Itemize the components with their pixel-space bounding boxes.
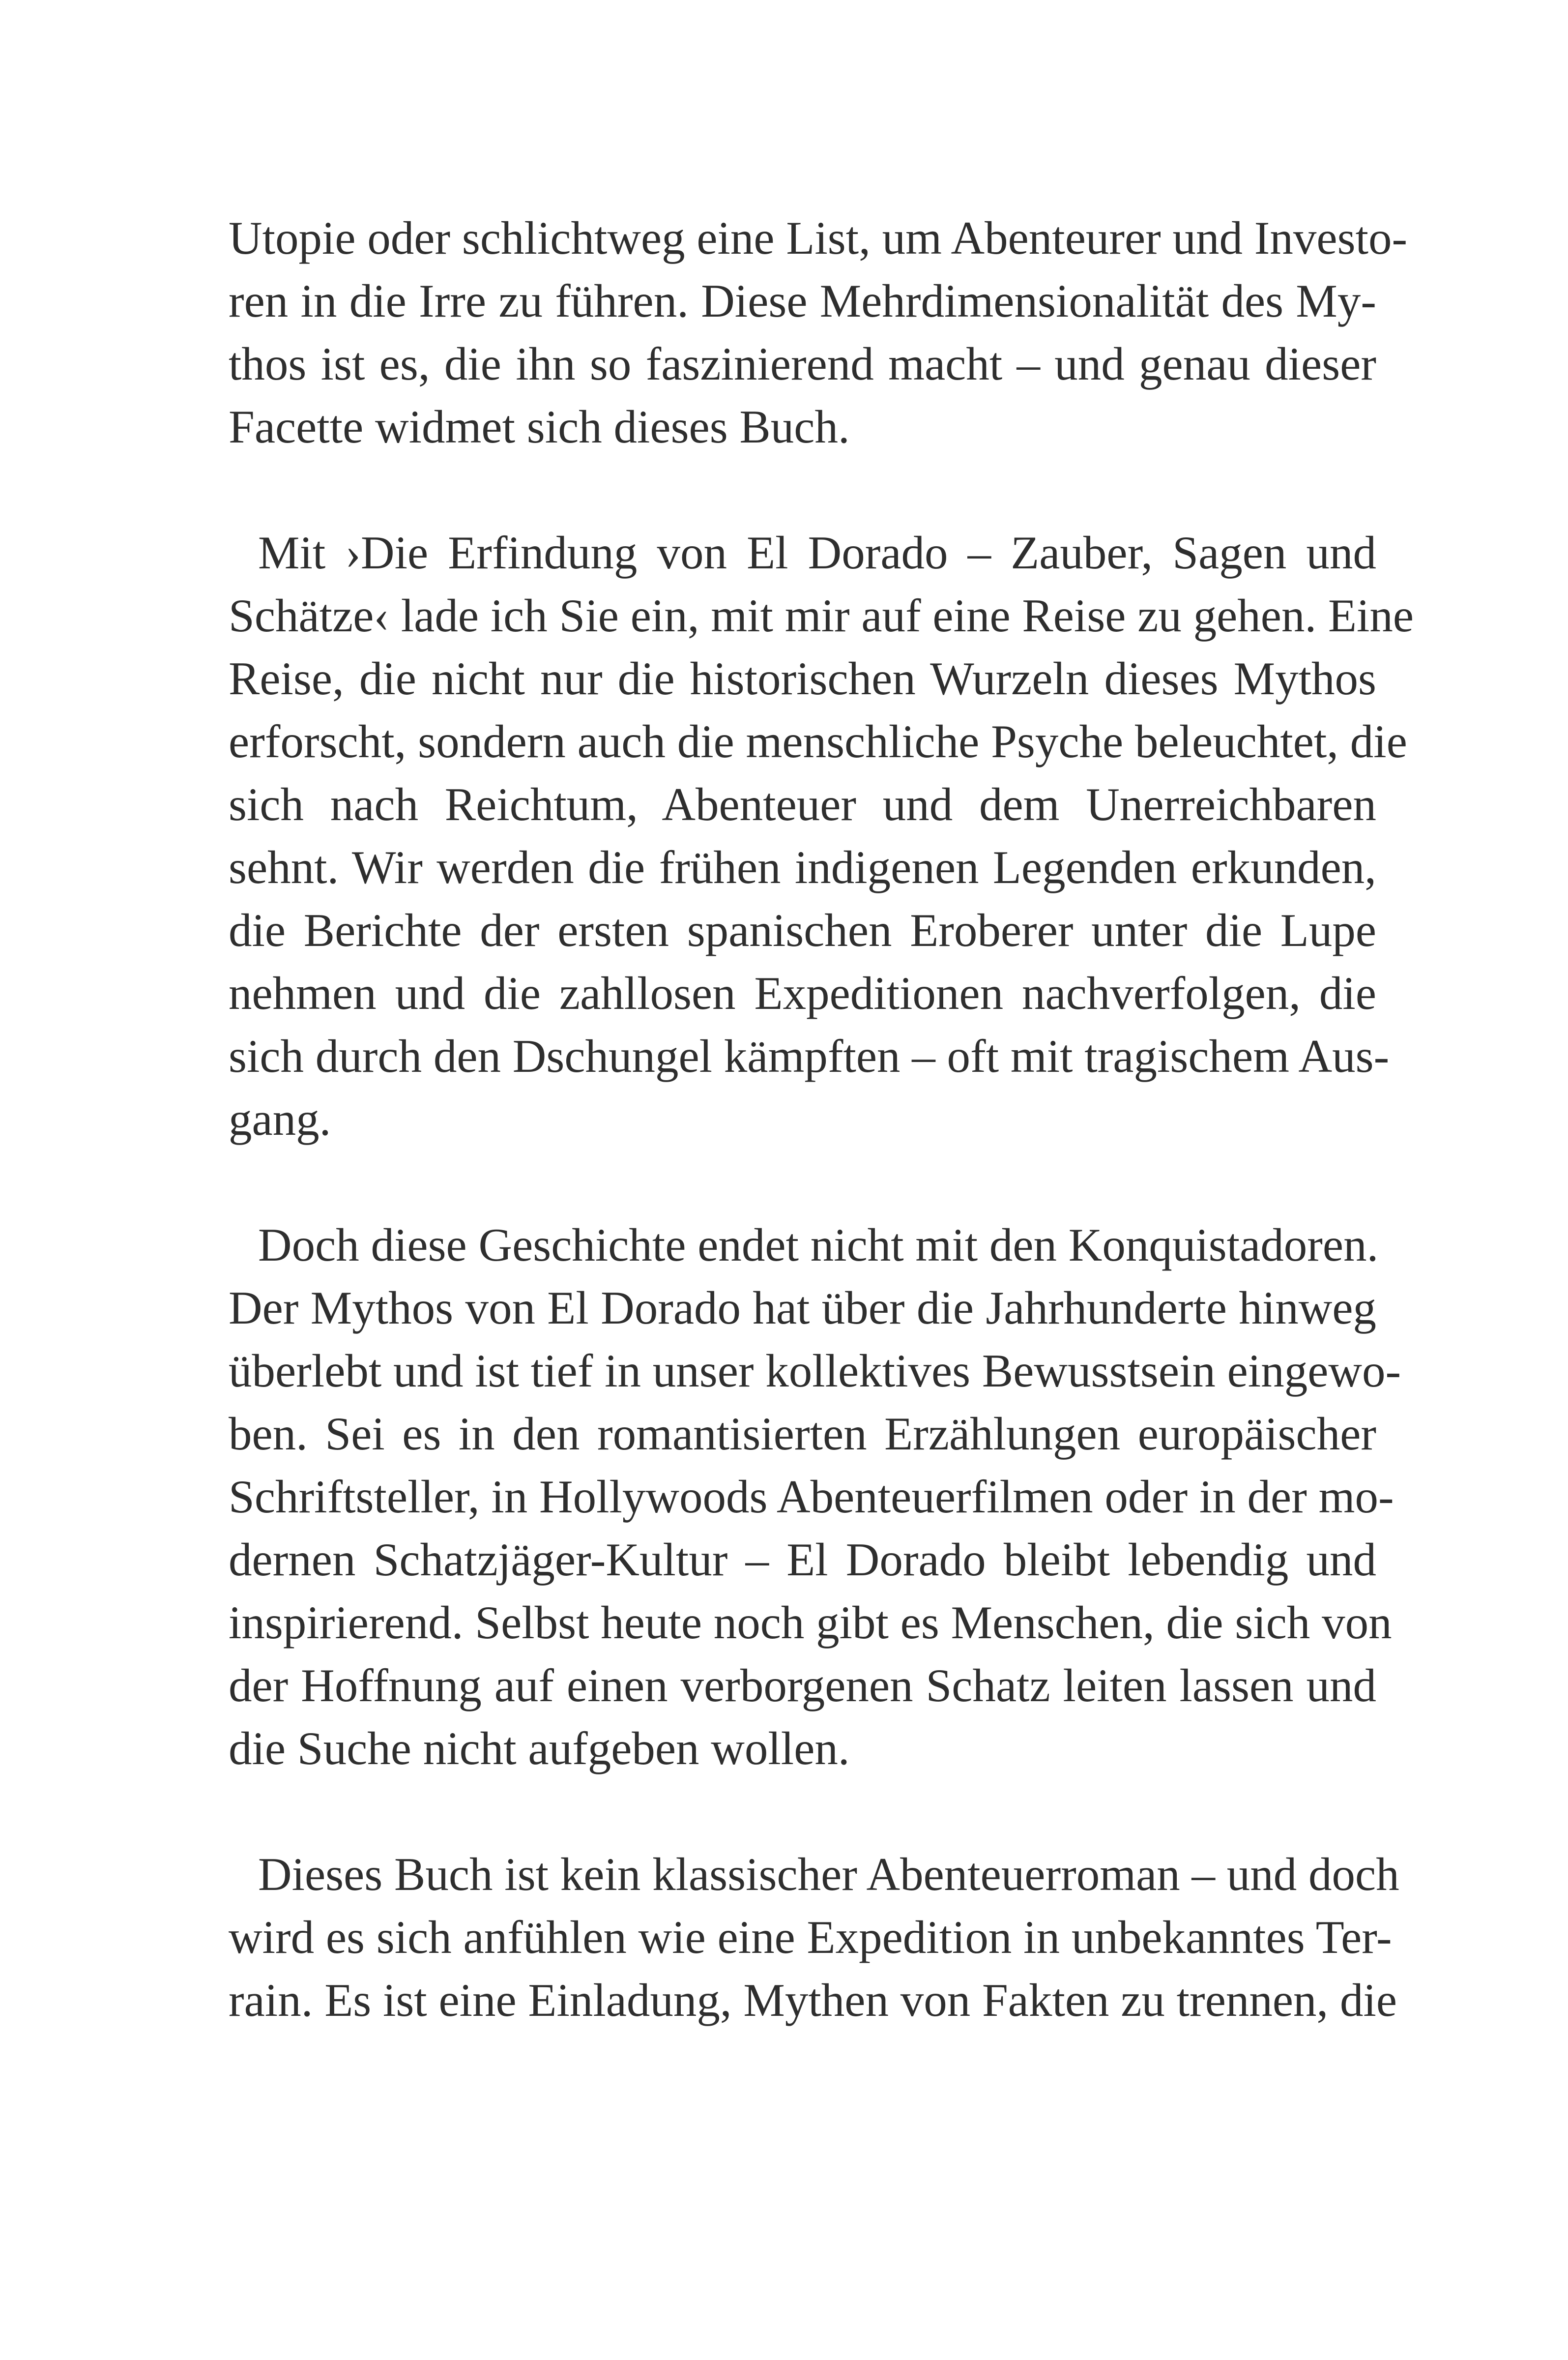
text-line: Utopie oder schlichtweg eine List, um Abenteurer und Investo- [229, 212, 1408, 264]
body-text [229, 206, 1414, 2032]
text-line: sich nach Reichtum, Abenteuer und dem Unerreichbaren [229, 778, 1376, 830]
paragraph-spacer [229, 1780, 1376, 1843]
text-line: der Hoffnung auf einen verborgenen Schatz leiten lassen und [229, 1659, 1376, 1711]
text-line: überlebt und ist tief in unser kollektives Bewusstsein eingewo- [229, 1345, 1401, 1397]
paragraph-spacer [229, 1150, 1376, 1213]
paragraph-1 [229, 206, 1408, 458]
text-line: thos ist es, die ihn so faszinierend macht – und genau dieser [229, 338, 1376, 390]
text-line: die Suche nicht aufgeben wollen. [229, 1722, 850, 1774]
text-line: sich durch den Dschungel kämpften – oft mit tragischem Aus- [229, 1030, 1390, 1082]
text-line: sehnt. Wir werden die frühen indigenen Legenden erkunden, [229, 841, 1376, 893]
text-line: Mit ›Die Erfindung von El Dorado – Zauber, Sagen und [258, 527, 1376, 579]
paragraph-4 [229, 1843, 1399, 2032]
text-line: ben. Sei es in den romantisierten Erzählungen europäischer [229, 1408, 1376, 1460]
text-line: ren in die Irre zu führen. Diese Mehrdimensionalität des My- [229, 275, 1376, 327]
text-line: wird es sich anfühlen wie eine Expedition in unbekanntes Ter- [229, 1911, 1392, 1963]
text-line: gang. [229, 1093, 331, 1145]
text-line: Dieses Buch ist kein klassischer Abenteuerroman – und doch [258, 1848, 1399, 1900]
text-line: erforscht, sondern auch die menschliche Psyche beleuchtet, die [229, 715, 1407, 767]
paragraph-spacer [229, 458, 1376, 521]
text-line: Der Mythos von El Dorado hat über die Jahrhunderte hinweg [229, 1282, 1376, 1334]
text-line: die Berichte der ersten spanischen Eroberer unter die Lupe [229, 904, 1376, 956]
text-line: Facette widmet sich dieses Buch. [229, 401, 850, 453]
text-line: Schriftsteller, in Hollywoods Abenteuerfilmen oder in der mo- [229, 1471, 1394, 1523]
text-line: rain. Es ist eine Einladung, Mythen von Fakten zu trennen, die [229, 1974, 1397, 2026]
text-line: Schätze‹ lade ich Sie ein, mit mir auf eine Reise zu gehen. Eine [229, 590, 1414, 642]
text-line: inspirierend. Selbst heute noch gibt es Menschen, die sich von [229, 1596, 1392, 1649]
text-line: nehmen und die zahllosen Expeditionen nachverfolgen, die [229, 967, 1376, 1019]
text-line: Doch diese Geschichte endet nicht mit den Konquistadoren. [258, 1219, 1379, 1271]
paragraph-3 [229, 1213, 1401, 1780]
paragraph-2 [229, 521, 1414, 1150]
text-line: dernen Schatzjäger-Kultur – El Dorado bleibt lebendig und [229, 1534, 1376, 1586]
text-line: Reise, die nicht nur die historischen Wurzeln dieses Mythos [229, 652, 1376, 705]
